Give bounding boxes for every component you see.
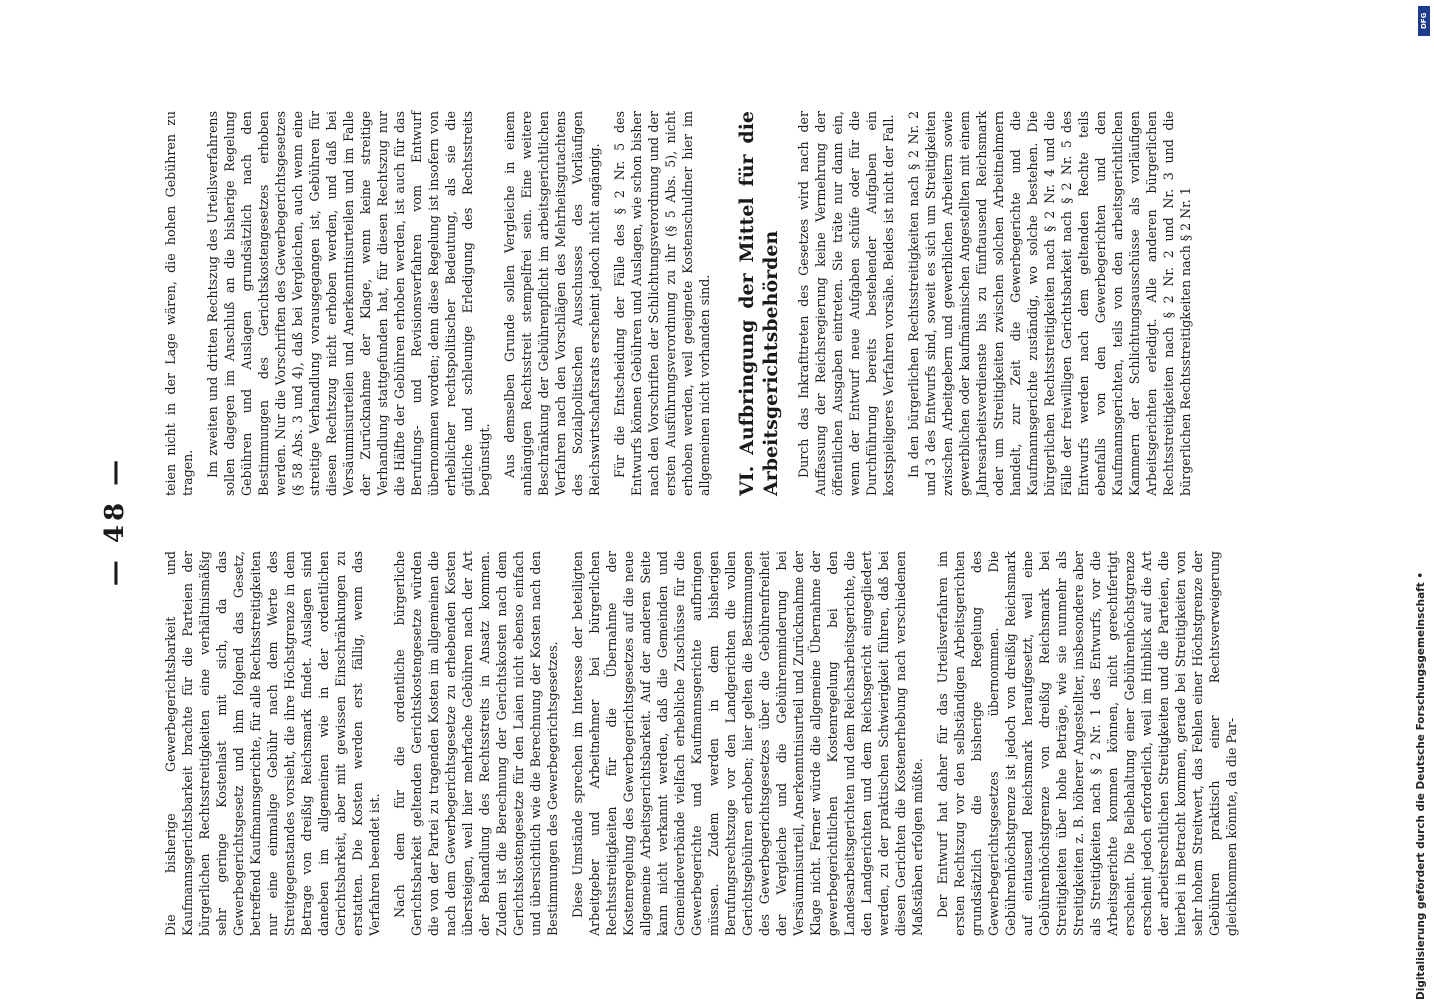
section-heading: VI. Aufbringung der Mittel für die Arbeitsgerichtsbehörden: [736, 111, 782, 496]
paragraph: Durch das Inkrafttreten des Gesetzes wird nach der Auffassung der Reichsregierung keine Vermehrung der öffentlichen Ausgaben eintreten. Sie träte nur dann ein, wenn der Entwurf neue Aufgaben schüfe oder für die Durchführung bereits bestehender Aufgaben ein kostspieligeres Verfahren vorsähe. Beides ist nicht der Fall.: [796, 111, 896, 496]
paragraph: Diese Umstände sprechen im Interesse der beteiligten Arbeitgeber und Arbeitnehmer bei bürgerlichen Rechtsstreitigkeiten für die Übernahme der Kostenregelung des Gewerbegerichtsgesetzes auf die neue allgemeine Arbeitsgerichtsbarkeit. Auf der anderen Seite kann nicht verkannt werden, daß die Gemeinden und Gemeindeverbände vielfach erhebliche Zuschüsse für die Gewerbegerichte und Kaufmannsgerichte aufbringen müssen. Zudem werden in dem bisherigen Berufungsrechtszuge vor den Landgerichten die vollen Gerichtsgebühren erhoben; hier gelten die Bestimmungen des Gewerbegerichtsgesetzes über die Gebührenfreiheit der Vergleiche und die Gebührenminderung bei Versäumnisurteil, Anerkenntnisurteil und Zurücknahme der Klage nicht. Ferner würde die allgemeine Übernahme der gewerbegerichtlichen Kostenregelung bei den Landesarbeitsgerichten und dem Reichsarbeitsgerichte, die den Landgerichten und dem Reichsgericht eingegliedert werden, zu der praktischen Schwierigkeit führen, daß bei diesen Gerichten die Kostenerhebung nach verschiedenen Maßstäben erfolgen müßte.: [570, 551, 925, 936]
right-column: [162, 111, 1202, 496]
page-header: [92, 106, 138, 936]
dfg-logo: DFG: [1418, 6, 1430, 36]
paragraph: Die bisherige Gewerbegerichtsbarkeit und Kaufmannsgerichtsbarkeit brachte für die Parteien der bürgerlichen Rechtsstreitigkeiten eine verhältnismäßig sehr geringe Kostenlast mit sich, da das Gewerbegerichtsgesetz und ihm folgend das Gesetz, betreffend Kaufmannsgerichte, für alle Rechtsstreitigkeiten nur eine einmalige Gebühr nach dem Werte des Streitgegenstandes vorsieht, die ihre Höchstgrenze in dem Betrage von dreißig Reichsmark findet. Auslagen sind daneben im allgemeinen wie in der ordentlichen Gerichtsbarkeit, aber mit gewissen Einschränkungen zu erstatten. Die Kosten werden erst fällig, wenn das Verfahren beendet ist.: [163, 551, 382, 936]
paragraph: Im zweiten und dritten Rechtszug des Urteilsverfahrens sollen dagegen im Anschluß an die bisherige Regelung Gebühren und Auslagen grundsätzlich nach den Bestimmungen des Gerichtskostengesetzes erhoben werden. Nur die Vorschriften des Gewerbegerichtsgesetzes (§ 58 Abs. 3 und 4), daß bei Vergleichen, auch wenn eine streitige Verhandlung vorausgegangen ist, Gebühren für diesen Rechtszug nicht erhoben werden, und daß bei Versäumnisurteilen und Anerkenntnisurteilen und im Falle der Zurücknahme der Klage, wenn keine streitige Verhandlung stattgefunden hat, für diesen Rechtszug nur die Hälfte der Gebühren erhoben werden, ist auch für das Berufungs- und Revisionsverfahren vom Entwurf übernommen worden; denn diese Regelung ist insofern von erheblicher rechtspolitischer Bedeutung, als sie die gütliche und schleunige Erledigung des Rechtsstreits begünstigt.: [205, 111, 492, 496]
paragraph: Nach dem für die ordentliche bürgerliche Gerichtsbarkeit geltenden Gerichtskostengesetze würden die von der Partei zu tragenden Kosten im allgemeinen die nach dem Gewerbegerichtsgesetze zu erhebenden Kosten übersteigen, weil hier mehrfache Gebühren nach der Art der Behandlung des Rechtsstreits in Ansatz kommen. Zudem ist die Berechnung der Gerichtskosten nach dem Gerichtskostengesetze für den Laien nicht ebenso einfach und übersichtlich wie die Berechnung der Kosten nach den Bestimmungen des Gewerbegerichtsgesetzes.: [392, 551, 560, 936]
paragraph: Der Entwurf hat daher für das Urteilsverfahren im ersten Rechtszug vor den selbständigen Arbeitsgerichten grundsätzlich die bisherige Regelung des Gewerbegerichtsgesetzes übernommen. Die Gebührenhöchstgrenze ist jedoch von dreißig Reichsmark auf eintausend Reichsmark heraufgesetzt, weil eine Gebührenhöchstgrenze von dreißig Reichsmark bei Streitigkeiten über hohe Beträge, wie sie nunmehr als Streitigkeiten z. B. höherer Angestellter, insbesondere aber als Streitigkeiten nach § 2 Nr. 1 des Entwurfs, vor die Arbeitsgerichte kommen können, nicht gerechtfertigt erscheint. Die Beibehaltung einer Gebührenhöchstgrenze erscheint jedoch erforderlich, weil im Hinblick auf die Art der arbeitsrechtlichen Streitigkeiten und die Parteien, die hierbei in Betracht kommen, gerade bei Streitigkeiten von sehr hohem Streitwert, das Fehlen einer Höchstgrenze der Gebühren praktisch einer Rechtsverweigerung gleichkommen könnte, da die Par-: [935, 551, 1239, 936]
left-column: [162, 551, 1248, 936]
page-number: — 48 —: [100, 455, 130, 587]
paragraph: Für die Entscheidung der Fälle des § 2 Nr. 5 des Entwurfs können Gebühren und Auslagen, wie schon bisher nach den Vorschriften der Schlichtungsverordnung und der ersten Ausführungsverordnung zu ihr (§ 5 Abs. 5), nicht erhoben werden, weil geeignete Kostenschuldner hier im allgemeinen nicht vorhanden sind.: [612, 111, 712, 496]
paragraph: Aus demselben Grunde sollen Vergleiche in einem anhängigen Rechtsstreit stempelfrei sein. Eine weitere Beschränkung der Gebührenpflicht im arbeitsgerichtlichen Verfahren nach den Vorschlägen des Mehrheitsgutachtens des Sozialpolitischen Ausschusses des Vorläufigen Reichswirtschaftsrats erscheint jedoch nicht angängig.: [502, 111, 602, 496]
rotated-page: [92, 106, 1292, 936]
paragraph: In den bürgerlichen Rechtsstreitigkeiten nach § 2 Nr. 2 und 3 des Entwurfs sind, soweit es sich um Streitigkeiten zwischen Arbeitgebern und gewerblichen Arbeitern sowie gewerblichen oder kaufmännischen Angestellten mit einem Jahresarbeitsverdienste bis zu fünftausend Reichsmark oder um Streitigkeiten zwischen solchen Arbeitnehmern handelt, zur Zeit die Gewerbegerichte und die Kaufmannsgerichte zuständig, wo solche bestehen. Die bürgerlichen Rechtsstreitigkeiten nach § 2 Nr. 4 und die Fälle der freiwilligen Gerichtsbarkeit nach § 2 Nr. 5 des Entwurfs werden nach dem geltenden Rechte teils ebenfalls von den Gewerbegerichten und den Kaufmannsgerichten, teils von den arbeitsgerichtlichen Kammern der Schlichtungsausschüsse als vorläufigen Arbeitsgerichten erledigt. Alle anderen bürgerlichen Rechtsstreitigkeiten nach § 2 Nr. 2 und Nr. 3 und die bürgerlichen Rechtsstreitigkeiten nach § 2 Nr. 1: [906, 111, 1193, 496]
paragraph: teien nicht in der Lage wären, die hohen Gebühren zu tragen.: [163, 111, 195, 496]
digitization-credit: Digitalisierung gefördert durch die Deutsche Forschungsgemeinschaft •: [1415, 571, 1427, 1000]
